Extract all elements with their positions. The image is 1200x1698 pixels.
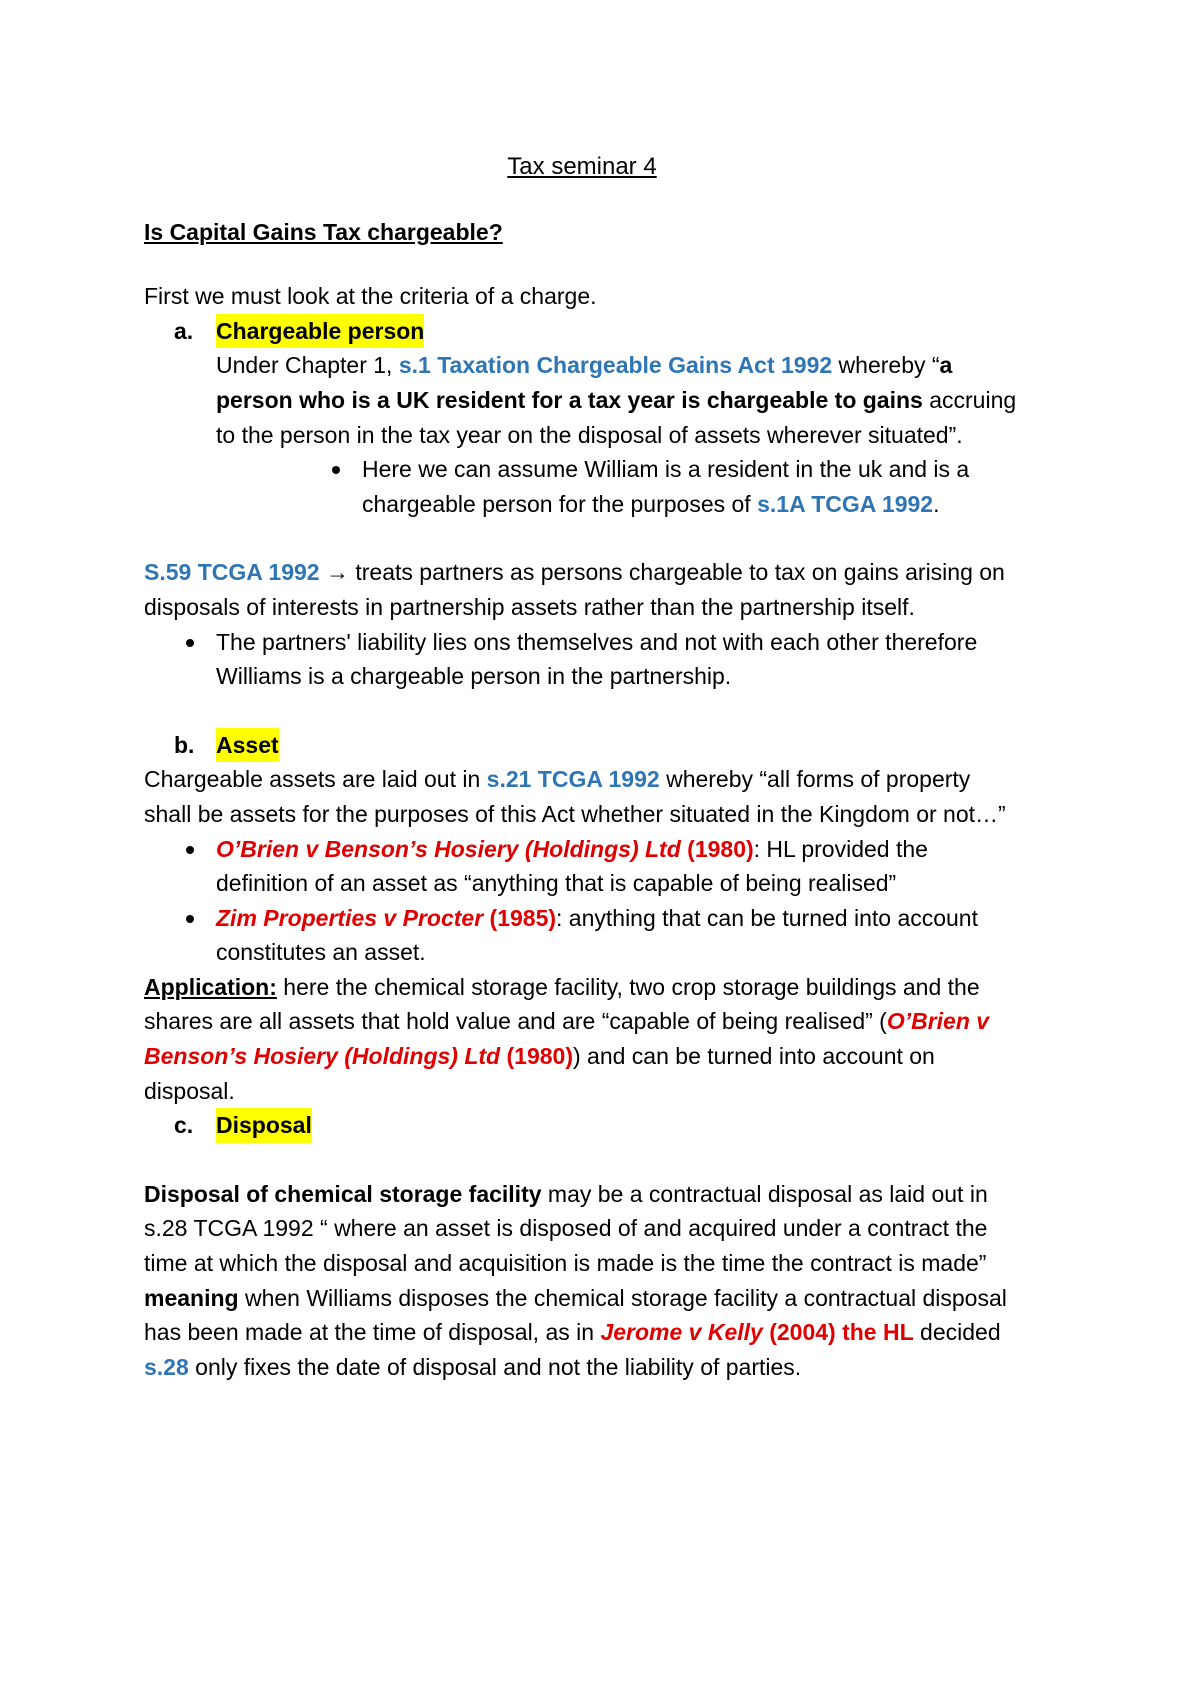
application-label: Application: bbox=[144, 973, 277, 1000]
statute-reference: S.59 TCGA 1992 bbox=[144, 559, 320, 586]
section-a-marker: a. bbox=[174, 317, 194, 344]
section-a-paragraph: Under Chapter 1, s.1 Taxation Chargeable Gains Act 1992 whereby “a person who is a UK resident for a tax year is chargeable to gains accruing to the person in the tax year on the disposal of assets wherever situated”. bbox=[216, 352, 1017, 448]
section-b-heading bbox=[144, 728, 1020, 763]
section-c-heading bbox=[144, 1108, 1020, 1143]
case-name: Zim Properties v Procter bbox=[216, 904, 484, 931]
application-paragraph: Application: here the chemical storage facility, two crop storage buildings and the shares are all assets that hold value and are “capable of being realised” (O’Brien v Benson’s Hosiery (Holdings) Ltd (1980)) and can be turned into account on disposal. bbox=[144, 973, 990, 1104]
case-name: O’Brien v Benson’s Hosiery (Holdings) Ltd bbox=[216, 835, 681, 862]
section-b-bullets bbox=[144, 832, 1020, 970]
section-b-paragraph: Chargeable assets are laid out in s.21 TCGA 1992 whereby “all forms of property shall be assets for the purposes of this Act whether situated in the Kingdom or not…” bbox=[144, 766, 1006, 827]
section-a-label: Chargeable person bbox=[216, 314, 424, 349]
section-b-marker: b. bbox=[174, 731, 195, 758]
section-c-paragraph: Disposal of chemical storage facility may be a contractual disposal as laid out in s.28 TCGA 1992 “ where an asset is disposed of and acquired under a contract the time at which the disposal and acquisition is made is the time the contract is made” meaning when Williams disposes the chemical storage facility a contractual disposal has been made at the time of disposal, as in Jerome v Kelly (2004) the HL decided s.28 only fixes the date of disposal and not the liability of parties. bbox=[144, 1180, 1007, 1380]
case-name: O’Brien v Benson’s Hosiery (Holdings) Ltd bbox=[144, 1008, 990, 1070]
intro-text: First we must look at the criteria of a charge. bbox=[144, 283, 597, 310]
s59-bullets bbox=[144, 625, 1020, 694]
statute-reference: s.21 TCGA 1992 bbox=[486, 766, 660, 793]
section-c-label: Disposal bbox=[216, 1108, 312, 1143]
section-c-marker: c. bbox=[174, 1112, 194, 1139]
statute-reference: s.1 Taxation Chargeable Gains Act 1992 bbox=[398, 352, 833, 379]
statute-reference: s.1A TCGA 1992 bbox=[757, 490, 934, 517]
statute-reference: s.28 bbox=[144, 1353, 189, 1380]
section-a-heading bbox=[144, 314, 1020, 349]
page-title: Tax seminar 4 bbox=[507, 153, 657, 180]
list-item: Zim Properties v Procter (1985): anything that can be turned into account constitutes an asset. bbox=[144, 901, 1020, 970]
case-name: Jerome v Kelly bbox=[600, 1319, 763, 1346]
list-item: Here we can assume William is a resident in the uk and is a chargeable person for the purposes of s.1A TCGA 1992. bbox=[144, 452, 1020, 521]
list-item: O’Brien v Benson’s Hosiery (Holdings) Ltd (1980): HL provided the definition of an asset as “anything that is capable of being realised” bbox=[144, 832, 1020, 901]
section-b-label: Asset bbox=[216, 728, 279, 763]
section-a-bullets bbox=[144, 452, 1020, 521]
section-heading: Is Capital Gains Tax chargeable? bbox=[144, 218, 503, 245]
s59-paragraph: S.59 TCGA 1992 → treats partners as persons chargeable to tax on gains arising on disposals of interests in partnership assets rather than the partnership itself. bbox=[144, 559, 1005, 620]
list-item: The partners' liability lies ons themselves and not with each other therefore Williams is a chargeable person in the partnership. bbox=[144, 625, 1020, 694]
